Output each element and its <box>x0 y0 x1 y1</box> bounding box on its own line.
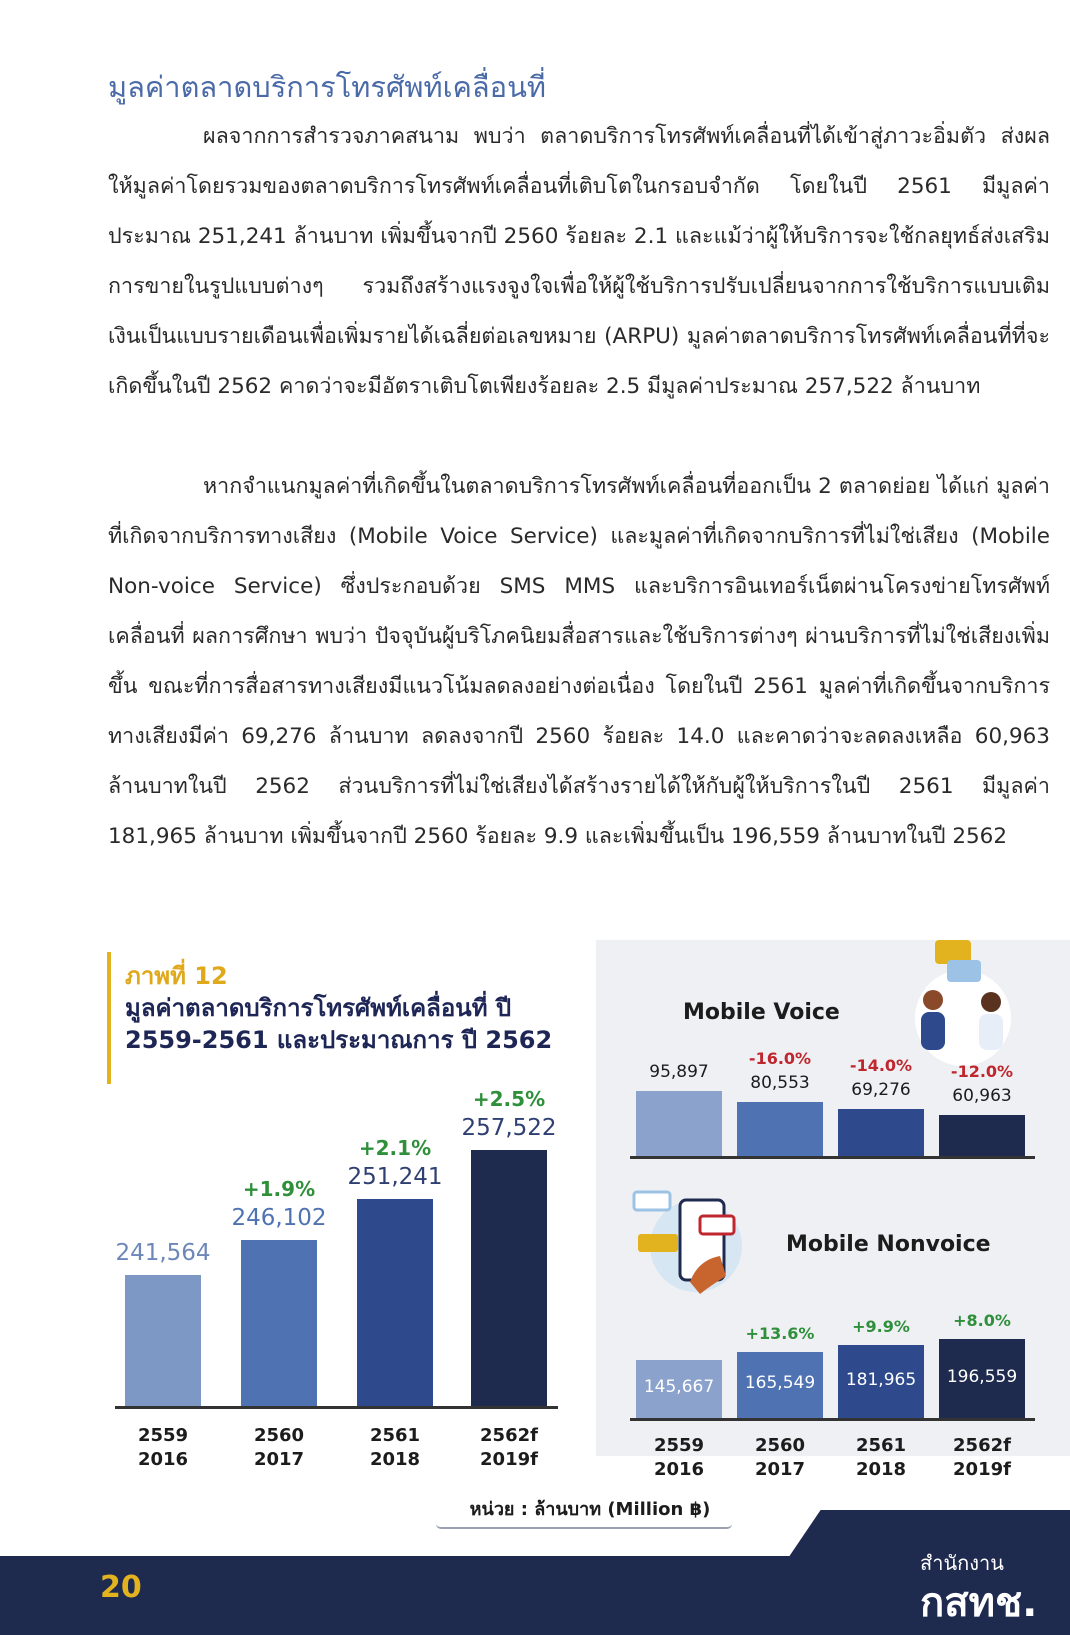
nonvoice-axis-line <box>630 1418 1035 1421</box>
nonvoice-x-tick-en-3: 2019f <box>953 1459 1011 1480</box>
voice-bar-3 <box>939 1115 1025 1156</box>
mobile-voice-title: Mobile Voice <box>683 1000 840 1025</box>
nonvoice-x-tick-0 <box>626 1434 732 1482</box>
nonvoice-x-tick-3 <box>929 1434 1035 1482</box>
voice-growth-label-1: -16.0% <box>748 1049 812 1068</box>
paragraph-2 <box>108 462 1050 862</box>
nonvoice-x-tick-th-3: 2562f <box>953 1435 1011 1456</box>
total-bar-1 <box>241 1240 317 1406</box>
org-logo-text: กสทช. <box>920 1580 1038 1626</box>
total-value-label-2: 251,241 <box>347 1164 443 1190</box>
total-x-tick-3 <box>461 1424 557 1472</box>
total-x-tick-en-1: 2017 <box>253 1449 305 1470</box>
voice-bar-1 <box>737 1102 823 1156</box>
nonvoice-value-label-0: 145,667 <box>643 1377 715 1397</box>
voice-value-label-3: 60,963 <box>952 1086 1012 1106</box>
nonvoice-x-tick-th-1: 2560 <box>754 1435 806 1456</box>
voice-value-label-0: 95,897 <box>649 1062 709 1082</box>
voice-bar-2 <box>838 1109 924 1156</box>
nonvoice-x-tick-en-2: 2018 <box>855 1459 907 1480</box>
total-x-tick-en-0: 2016 <box>137 1449 189 1470</box>
mobile-nonvoice-title: Mobile Nonvoice <box>786 1232 991 1257</box>
unit-underline <box>436 1524 732 1529</box>
total-x-tick-en-2: 2018 <box>369 1449 421 1470</box>
nonvoice-growth-label-3: +8.0% <box>953 1311 1011 1330</box>
figure-title: มูลค่าตลาดบริการโทรศัพท์เคลื่อนที่ ปี 2559-2561 และประมาณการ ปี 2562 <box>125 994 553 1054</box>
voice-value-label-1: 80,553 <box>750 1073 810 1093</box>
total-x-tick-2 <box>347 1424 443 1472</box>
total-growth-label-1: +1.9% <box>242 1177 316 1201</box>
figure-accent-bar <box>107 952 111 1084</box>
nonvoice-growth-label-2: +9.9% <box>852 1317 910 1336</box>
voice-value-label-2: 69,276 <box>851 1080 911 1100</box>
total-axis-line <box>115 1406 558 1409</box>
org-name-line1: สำนักงาน <box>920 1551 1004 1575</box>
total-bar-0 <box>125 1275 201 1406</box>
total-value-label-0: 241,564 <box>115 1240 211 1266</box>
page-number: 20 <box>100 1570 142 1605</box>
nonvoice-x-tick-1 <box>727 1434 833 1482</box>
paragraph-2-text: หากจำแนกมูลค่าที่เกิดขึ้นในตลาดบริการโทรศัพท์เคลื่อนที่ออกเป็น 2 ตลาดย่อย ได้แก่ มูลค่าที่เกิดจากบริการทางเสียง (Mobile Voice Service) และมูลค่าที่เกิดจากบริการที่ไม่ใช่เสียง (Mobile Non-voice Service) ซึ่งประกอบด้วย SMS MMS และบริการอินเทอร์เน็ตผ่านโครงข่ายโทรศัพท์เคลื่อนที่ ผลการศึกษา พบว่า ปัจจุบันผู้บริโภคนิยมสื่อสารและใช้บริการต่างๆ ผ่านบริการที่ไม่ใช่เสียงเพิ่มขึ้น ขณะที่การสื่อสารทางเสียงมีแนวโน้มลดลงอย่างต่อเนื่อง โดยในปี 2561 มูลค่าที่เกิดขึ้นจากบริการทางเสียงมีค่า 69,276 ล้านบาท ลดลงจากปี 2560 ร้อยละ 14.0 และคาดว่าจะลดลงเหลือ 60,963 ล้านบาทในปี 2562 ส่วนบริการที่ไม่ใช่เสียงได้สร้างรายได้ให้กับผู้ให้บริการในปี 2561 มีมูลค่า 181,965 ล้านบาท เพิ่มขึ้นจากปี 2560 ร้อยละ 9.9 และเพิ่มขึ้นเป็น 196,559 ล้านบาทในปี 2562 <box>108 474 1050 849</box>
total-growth-label-3: +2.5% <box>472 1087 546 1111</box>
section-heading: มูลค่าตลาดบริการโทรศัพท์เคลื่อนที่ <box>108 70 547 104</box>
total-bar-2 <box>357 1199 433 1406</box>
figure-number: ภาพที่ 12 <box>125 962 228 990</box>
phone-chat-icon <box>630 1186 750 1296</box>
nonvoice-x-tick-en-1: 2017 <box>754 1459 806 1480</box>
total-x-tick-th-2: 2561 <box>369 1425 421 1446</box>
people-talking-icon <box>895 938 1025 1068</box>
voice-growth-label-3: -12.0% <box>950 1062 1014 1081</box>
total-value-label-3: 257,522 <box>461 1115 557 1141</box>
voice-bar-0 <box>636 1091 722 1156</box>
nonvoice-value-label-2: 181,965 <box>845 1369 917 1390</box>
total-bar-3 <box>471 1150 547 1406</box>
paragraph-1 <box>108 112 1050 412</box>
total-x-tick-th-3: 2562f <box>480 1425 538 1446</box>
total-x-tick-0 <box>115 1424 211 1472</box>
nonvoice-x-tick-th-2: 2561 <box>855 1435 907 1456</box>
voice-axis-line <box>630 1156 1035 1159</box>
total-value-label-1: 246,102 <box>231 1205 327 1231</box>
nonvoice-value-label-3: 196,559 <box>946 1366 1018 1387</box>
voice-growth-label-2: -14.0% <box>849 1056 913 1075</box>
nonvoice-growth-label-1: +13.6% <box>745 1324 815 1343</box>
total-x-tick-th-0: 2559 <box>137 1425 189 1446</box>
paragraph-1-text: ผลจากการสำรวจภาคสนาม พบว่า ตลาดบริการโทรศัพท์เคลื่อนที่ได้เข้าสู่ภาวะอิ่มตัว ส่งผลให้มูลค่าโดยรวมของตลาดบริการโทรศัพท์เคลื่อนที่เติบโตในกรอบจำกัด โดยในปี 2561 มีมูลค่าประมาณ 251,241 ล้านบาท เพิ่มขึ้นจากปี 2560 ร้อยละ 2.1 และแม้ว่าผู้ให้บริการจะใช้กลยุทธ์ส่งเสริมการขายในรูปแบบต่างๆ รวมถึงสร้างแรงจูงใจเพื่อให้ผู้ใช้บริการปรับเปลี่ยนจากการใช้บริการแบบเติมเงินเป็นแบบรายเดือนเพื่อเพิ่มรายได้เฉลี่ยต่อเลขหมาย (ARPU) มูลค่าตลาดบริการโทรศัพท์เคลื่อนที่ที่จะเกิดขึ้นในปี 2562 คาดว่าจะมีอัตราเติบโตเพียงร้อยละ 2.5 มีมูลค่าประมาณ 257,522 ล้านบาท <box>108 124 1050 399</box>
nonvoice-x-tick-th-0: 2559 <box>653 1435 705 1456</box>
nonvoice-x-tick-2 <box>828 1434 934 1482</box>
nonvoice-x-tick-en-0: 2016 <box>653 1459 705 1480</box>
unit-label: หน่วย : ล้านบาท (Million ฿) <box>469 1499 711 1520</box>
nonvoice-value-label-1: 165,549 <box>744 1373 816 1393</box>
total-growth-label-2: +2.1% <box>358 1136 432 1160</box>
total-x-tick-th-1: 2560 <box>253 1425 305 1446</box>
total-x-tick-en-3: 2019f <box>480 1449 538 1470</box>
total-x-tick-1 <box>231 1424 327 1472</box>
